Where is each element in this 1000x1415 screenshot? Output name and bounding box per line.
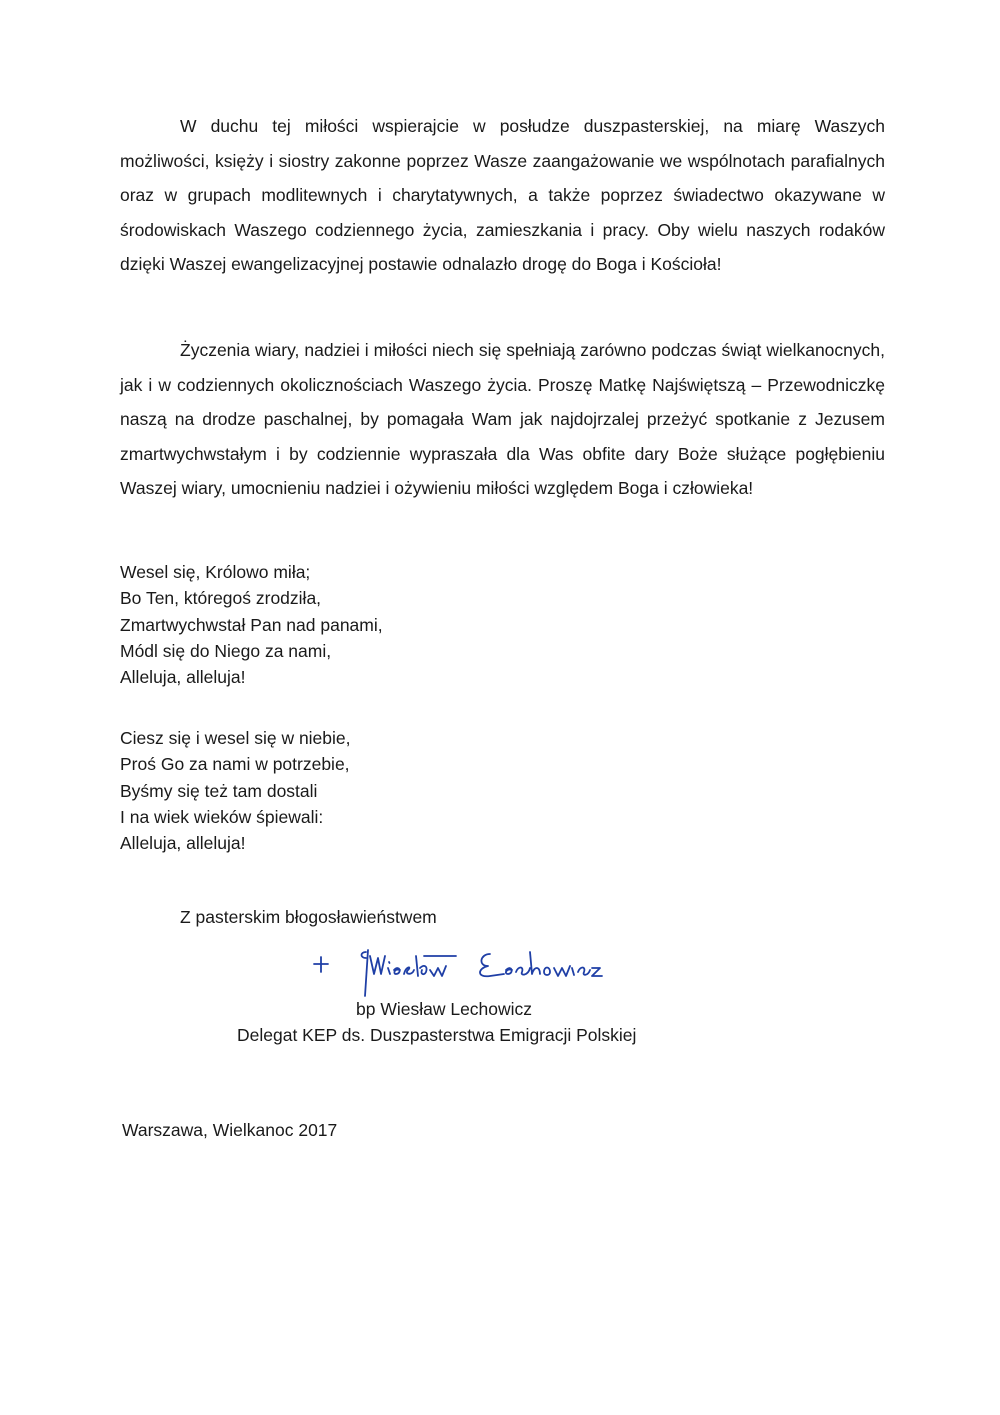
hymn-verse-2: [120, 725, 351, 856]
verse-line: Proś Go za nami w potrzebie,: [120, 754, 350, 775]
verse-line: Zmartwychwstał Pan nad panami,: [120, 614, 383, 635]
verse-line: I na wiek wieków śpiewali:: [120, 806, 324, 827]
place-date: Warszawa, Wielkanoc 2017: [122, 1120, 338, 1140]
handwritten-signature: [308, 944, 608, 998]
paragraph-2: [120, 333, 885, 506]
signer-name: bp Wiesław Lechowicz: [356, 999, 533, 1019]
signer-role: Delegat KEP ds. Duszpasterstwa Emigracji Polskiej: [237, 1025, 637, 1045]
verse-line: Bo Ten, któregoś zrodziła,: [120, 588, 322, 609]
verse-line: Ciesz się i wesel się w niebie,: [120, 728, 351, 748]
verse-line: Alleluja, alleluja!: [120, 833, 246, 854]
paragraph-1-text: W duchu tej miłości wspierajcie w posłudze duszpasterskiej, na miarę Waszych możliwości, księży i siostry zakonne poprzez Wasze zaangażowanie we wspólnotach parafialnych oraz w grupach modlitewnych i charytatywnych, a także poprzez świadectwo okazywane w środowiskach Waszego codziennego życia, zamieszkania i pracy. Oby wielu naszych rodaków dzięki Waszej ewangelizacyjnej postawie odnalazło drogę do Boga i Kościoła!: [120, 116, 885, 274]
paragraph-2-text: Życzenia wiary, nadziei i miłości niech się spełniają zarówno podczas świąt wielkanocnych, jak i w codziennych okolicznościach Waszego życia. Proszę Matkę Najświętszą – Przewodniczkę naszą na drodze paschalnej, by pomagała Wam jak najdojrzalej przeżyć spotkanie z Jezusem zmartwychwstałym i by codziennie wypraszała dla Was obfite dary Boże służące pogłębieniu Waszej wiary, umocnieniu nadziei i ożywieniu miłości względem Boga i człowieka!: [120, 340, 885, 498]
verse-line: Byśmy się też tam dostali: [120, 780, 318, 801]
paragraph-1: [120, 109, 885, 282]
verse-line: Wesel się, Królowo miła;: [120, 562, 311, 582]
closing-blessing: Z pasterskim błogosławieństwem: [180, 907, 437, 927]
verse-line: Alleluja, alleluja!: [120, 667, 246, 688]
verse-line: Módl się do Niego za nami,: [120, 640, 332, 661]
hymn-verse-1: [120, 559, 383, 690]
